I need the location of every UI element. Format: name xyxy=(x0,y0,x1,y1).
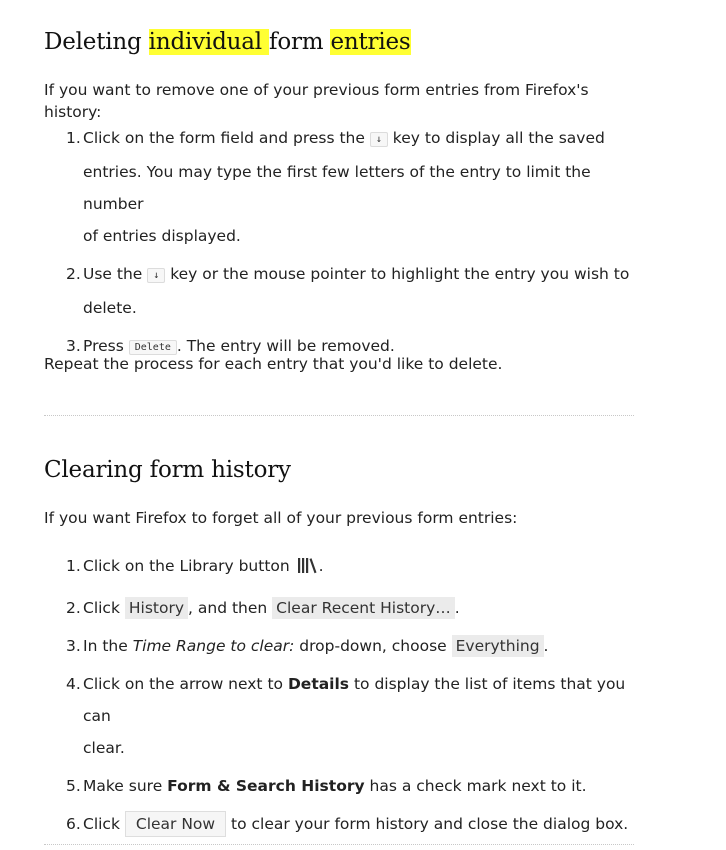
step-number: 1. xyxy=(66,129,81,147)
step-text: delete. xyxy=(83,299,137,317)
step-text: Make sure xyxy=(83,777,168,795)
step-text: . xyxy=(543,637,549,655)
clear-now-button: Clear Now xyxy=(125,811,226,837)
step-text: In the xyxy=(83,637,133,655)
section-outro: Repeat the process for each entry that you'd like to delete. xyxy=(44,355,503,373)
step-text: of entries displayed. xyxy=(83,227,241,245)
form-search-history-label: Form & Search History xyxy=(167,777,365,795)
step-number: 3. xyxy=(66,637,81,655)
step-text: Click on the form field and press the xyxy=(83,129,370,147)
search-highlight: entries xyxy=(330,29,411,55)
step-number: 4. xyxy=(66,675,81,693)
section-divider xyxy=(44,844,634,845)
step-text: clear. xyxy=(83,739,125,757)
step-text: , and then xyxy=(188,599,273,617)
history-menu-item: History xyxy=(125,597,188,619)
step-number: 6. xyxy=(66,815,81,833)
delete-key: Delete xyxy=(129,340,177,355)
steps-list-deleting xyxy=(44,122,634,364)
step-item xyxy=(44,592,634,624)
step-item xyxy=(44,808,634,840)
step-text: . xyxy=(454,599,460,617)
section-divider xyxy=(44,415,634,416)
step-text: Click xyxy=(83,815,125,833)
down-arrow-key: ↓ xyxy=(370,132,388,147)
step-text: Use the xyxy=(83,265,148,283)
step-number: 5. xyxy=(66,777,81,795)
section-intro: If you want Firefox to forget all of your previous form entries: xyxy=(44,509,518,527)
section-heading-clearing: Clearing form history xyxy=(44,457,291,483)
step-item xyxy=(44,550,634,582)
step-text: Click on the arrow next to xyxy=(83,675,288,693)
step-text: Click xyxy=(83,599,125,617)
section-heading-deleting xyxy=(44,27,634,57)
step-text: . The entry will be removed. xyxy=(176,337,395,355)
section-intro: If you want to remove one of your previous form entries from Firefox's history: xyxy=(44,81,589,121)
step-text: to clear your form history and close the dialog box. xyxy=(226,815,629,833)
heading-text: Deleting xyxy=(44,29,149,55)
step-item xyxy=(44,630,634,662)
step-number: 1. xyxy=(66,557,81,575)
step-text: Press xyxy=(83,337,129,355)
down-arrow-key: ↓ xyxy=(147,268,165,283)
step-text: Click on the Library button xyxy=(83,557,295,575)
everything-option: Everything xyxy=(452,635,544,657)
step-text: to display the list of items that you can xyxy=(83,675,626,725)
clear-recent-history-menu-item: Clear Recent History… xyxy=(272,597,455,619)
step-number: 3. xyxy=(66,337,81,355)
step-text: has a check mark next to it. xyxy=(364,777,587,795)
details-label: Details xyxy=(287,675,350,693)
step-item xyxy=(44,668,634,764)
heading-text: form xyxy=(269,29,331,55)
step-text: . xyxy=(318,557,324,575)
step-item xyxy=(44,770,634,802)
search-highlight: individual xyxy=(148,29,269,55)
step-text: entries. You may type the first few letters of the entry to limit the number xyxy=(83,163,591,213)
step-text: key or the mouse pointer to highlight the entry you wish to xyxy=(165,265,630,283)
time-range-label: Time Range to clear: xyxy=(132,637,295,655)
step-number: 2. xyxy=(66,265,81,283)
step-text: key to display all the saved xyxy=(387,129,605,147)
step-item xyxy=(44,258,634,324)
step-item xyxy=(44,122,634,252)
step-number: 2. xyxy=(66,599,81,617)
library-icon xyxy=(295,553,319,571)
steps-list-clearing xyxy=(44,550,634,840)
step-text: drop-down, choose xyxy=(294,637,452,655)
